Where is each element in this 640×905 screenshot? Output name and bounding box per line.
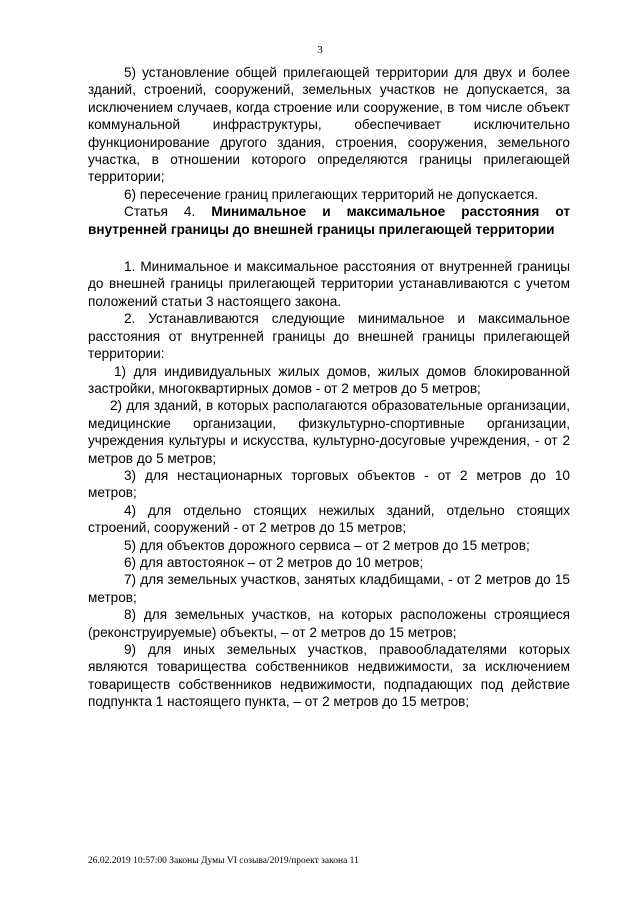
list-item: 4) для отдельно стоящих нежилых зданий, отдельно стоящих строений, сооружений - от 2 метров до 15 метров; xyxy=(88,502,570,536)
list-item: 6) для автостоянок – от 2 метров до 10 метров; xyxy=(124,554,424,570)
list-item: 6) пересечение границ прилегающих территорий не допускается. xyxy=(124,186,538,202)
article-prefix: Статья 4. xyxy=(124,204,196,220)
article-heading xyxy=(88,203,570,238)
document-footer: 26.02.2019 10:57:00 Законы Думы VI созыва/2019/проект закона 11 xyxy=(88,856,359,866)
paragraph: 1. Минимальное и максимальное расстояния от внутренней границы до внешней границы прилегающей территории устанавливаются с учетом положений статьи 3 настоящего закона. xyxy=(88,259,570,309)
article-title: Минимальное и максимальное расстояния от внутренней границы до внешней границы прилегающей территории xyxy=(88,204,571,237)
page-number: 3 xyxy=(317,44,323,56)
list-item: 9) для иных земельных участков, правообладателями которых являются товарищества собственников недвижимости, за исключением товариществ собственников недвижимости, подпадающих под действие подпункта 1 настоящего пункта, – от 2 метров до 15 метров; xyxy=(88,642,570,710)
document-body xyxy=(88,64,570,711)
list-item: 5) установление общей прилегающей территории для двух и более зданий, строений, сооружений, земельных участков не допускается, за исключением случаев, когда строение или сооружение, в том числе объект коммунальной инфраструктуры, обеспечивает исключительно функционирование другого здания, строения, сооружения, земельного участка, в отношении которого определяются границы прилегающей территории; xyxy=(88,65,570,185)
list-item: 1) для индивидуальных жилых домов, жилых домов блокированной застройки, многоквартирных домов - от 2 метров до 5 метров; xyxy=(88,363,570,396)
paragraph: 2. Устанавливаются следующие минимальное и максимальное расстояния от внутренней границы до внешней границы прилегающей территории: xyxy=(88,311,570,362)
list-item: 7) для земельных участков, занятых кладбищами, - от 2 метров до 15 метров; xyxy=(88,572,570,605)
list-item: 3) для нестационарных торговых объектов - от 2 метров до 10 метров; xyxy=(88,467,570,501)
list-item: 5) для объектов дорожного сервиса – от 2 метров до 15 метров; xyxy=(124,537,530,553)
list-item: 8) для земельных участков, на которых расположены строящиеся (реконструируемые) объекты, – от 2 метров до 15 метров; xyxy=(88,607,570,640)
list-item: 2) для зданий, в которых располагаются образовательные организации, медицинские организации, физкультурно-спортивные организации, учреждения культуры и искусства, культурно-досуговые учреждения, - от 2 метров до 5 метров; xyxy=(88,398,570,466)
